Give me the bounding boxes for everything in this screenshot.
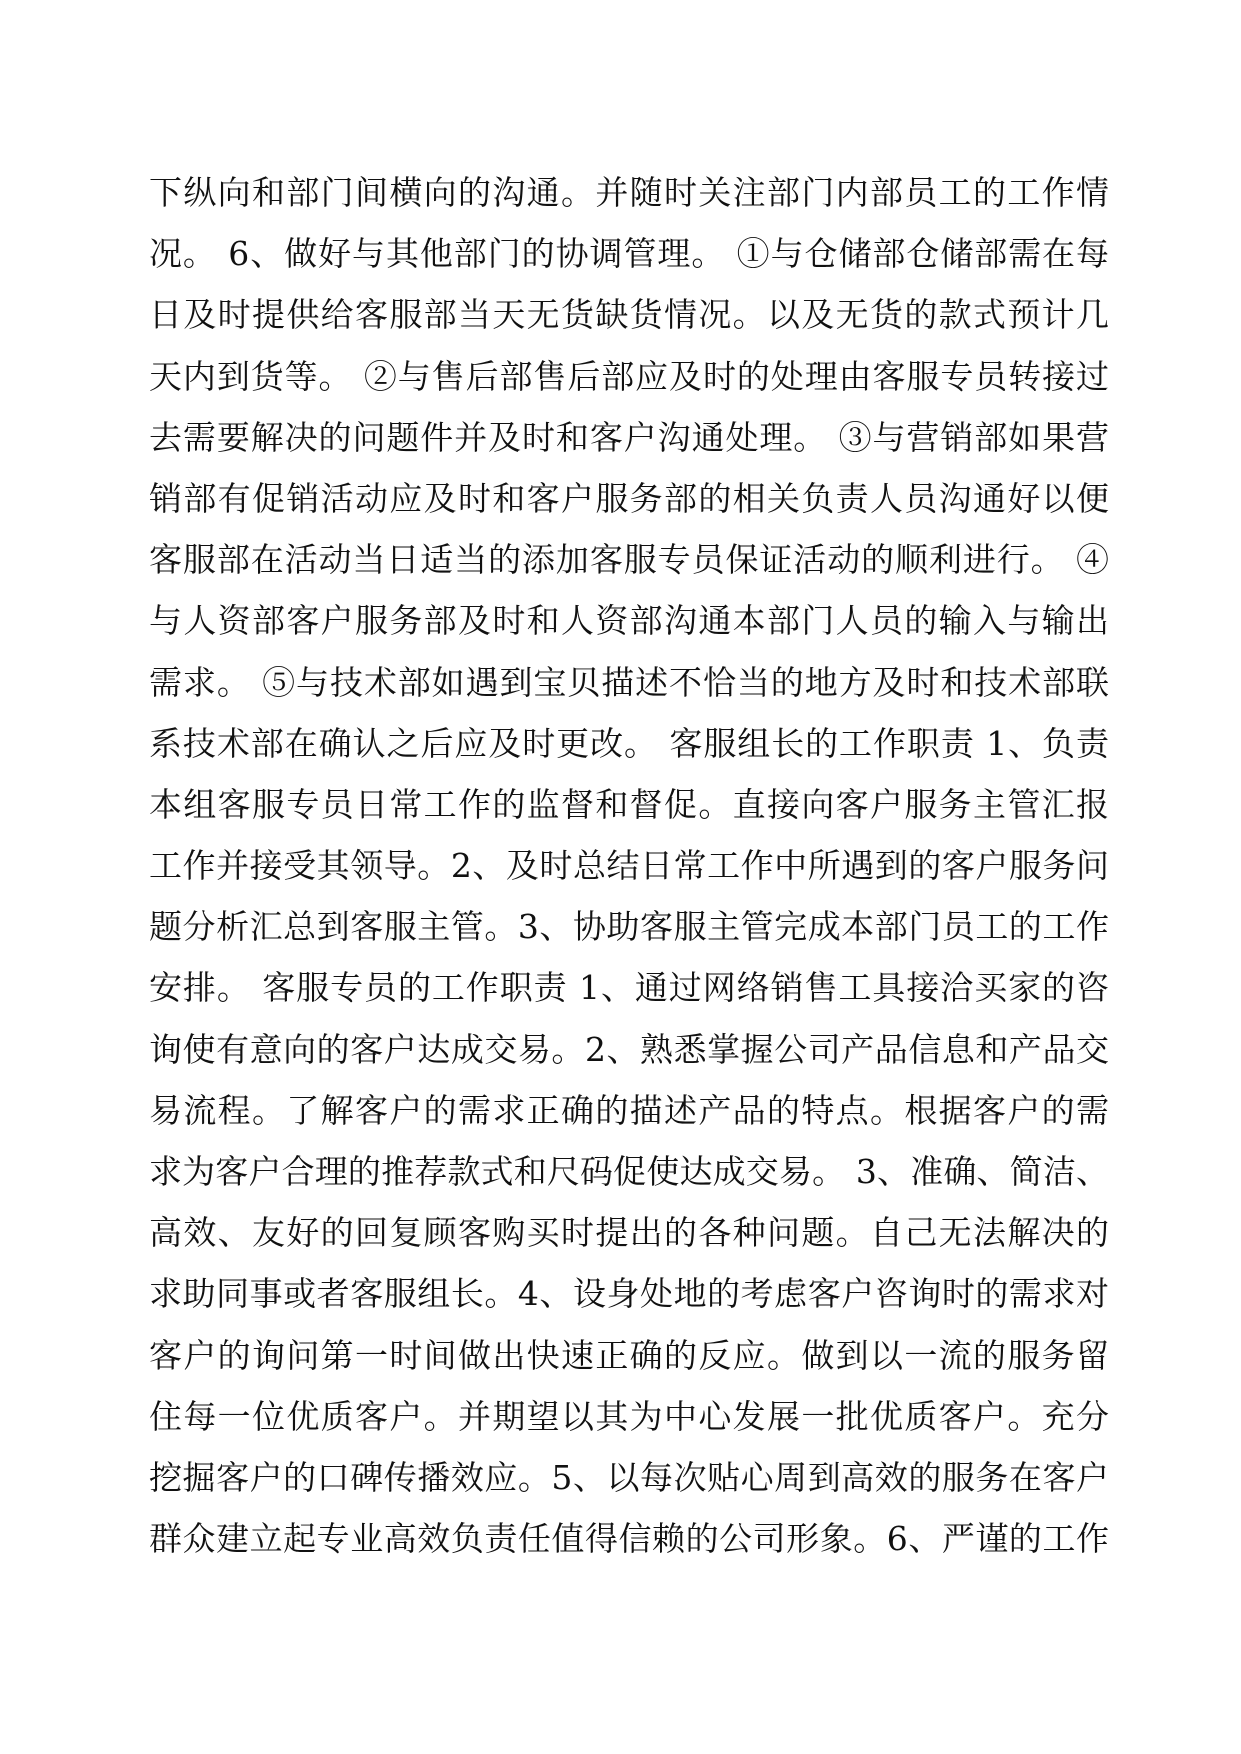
text-line: 询使有意向的客户达成交易。2、熟悉掌握公司产品信息和产品交 bbox=[149, 1029, 1109, 1069]
text-line: 况。 6、做好与其他部门的协调管理。 ①与仓储部仓储部需在每 bbox=[149, 234, 1109, 274]
text-line: 求为客户合理的推荐款式和尺码促使达成交易。 3、准确、简洁、 bbox=[149, 1152, 1109, 1191]
text-line: 日及时提供给客服部当天无货缺货情况。以及无货的款式预计几 bbox=[149, 295, 1109, 335]
text-line: 客户的询问第一时间做出快速正确的反应。做到以一流的服务留 bbox=[149, 1335, 1109, 1375]
text-line: 去需要解决的问题件并及时和客户沟通处理。 ③与营销部如果营 bbox=[149, 417, 1109, 457]
text-line: 天内到货等。 ②与售后部售后部应及时的处理由客服专员转接过 bbox=[149, 356, 1109, 396]
text-line: 下纵向和部门间横向的沟通。并随时关注部门内部员工的工作情 bbox=[149, 173, 1109, 212]
text-line: 住每一位优质客户。并期望以其为中心发展一批优质客户。充分 bbox=[149, 1396, 1109, 1436]
text-line: 挖掘客户的口碑传播效应。5、以每次贴心周到高效的服务在客户 bbox=[149, 1457, 1109, 1497]
body-text bbox=[149, 162, 1109, 1569]
text-line: 高效、友好的回复顾客购买时提出的各种问题。自己无法解决的 bbox=[149, 1213, 1109, 1253]
text-line: 工作并接受其领导。2、及时总结日常工作中所遇到的客户服务问 bbox=[149, 846, 1109, 886]
text-line: 与人资部客户服务部及时和人资部沟通本部门人员的输入与输出 bbox=[149, 601, 1109, 641]
text-line: 本组客服专员日常工作的监督和督促。直接向客户服务主管汇报 bbox=[149, 784, 1109, 824]
text-line: 求助同事或者客服组长。4、设身处地的考虑客户咨询时的需求对 bbox=[149, 1274, 1109, 1314]
text-line: 系技术部在确认之后应及时更改。 客服组长的工作职责 1、负责 bbox=[149, 723, 1109, 763]
text-line: 客服部在活动当日适当的添加客服专员保证活动的顺利进行。 ④ bbox=[149, 540, 1109, 580]
text-line: 销部有促销活动应及时和客户服务部的相关负责人员沟通好以便 bbox=[149, 478, 1109, 518]
text-line: 易流程。了解客户的需求正确的描述产品的特点。根据客户的需 bbox=[149, 1090, 1109, 1130]
text-line: 需求。 ⑤与技术部如遇到宝贝描述不恰当的地方及时和技术部联 bbox=[149, 662, 1109, 702]
text-line: 题分析汇总到客服主管。3、协助客服主管完成本部门员工的工作 bbox=[149, 907, 1109, 947]
text-line: 安排。 客服专员的工作职责 1、通过网络销售工具接洽买家的咨 bbox=[149, 968, 1109, 1008]
text-line: 群众建立起专业高效负责任值得信赖的公司形象。6、严谨的工作 bbox=[149, 1519, 1109, 1559]
